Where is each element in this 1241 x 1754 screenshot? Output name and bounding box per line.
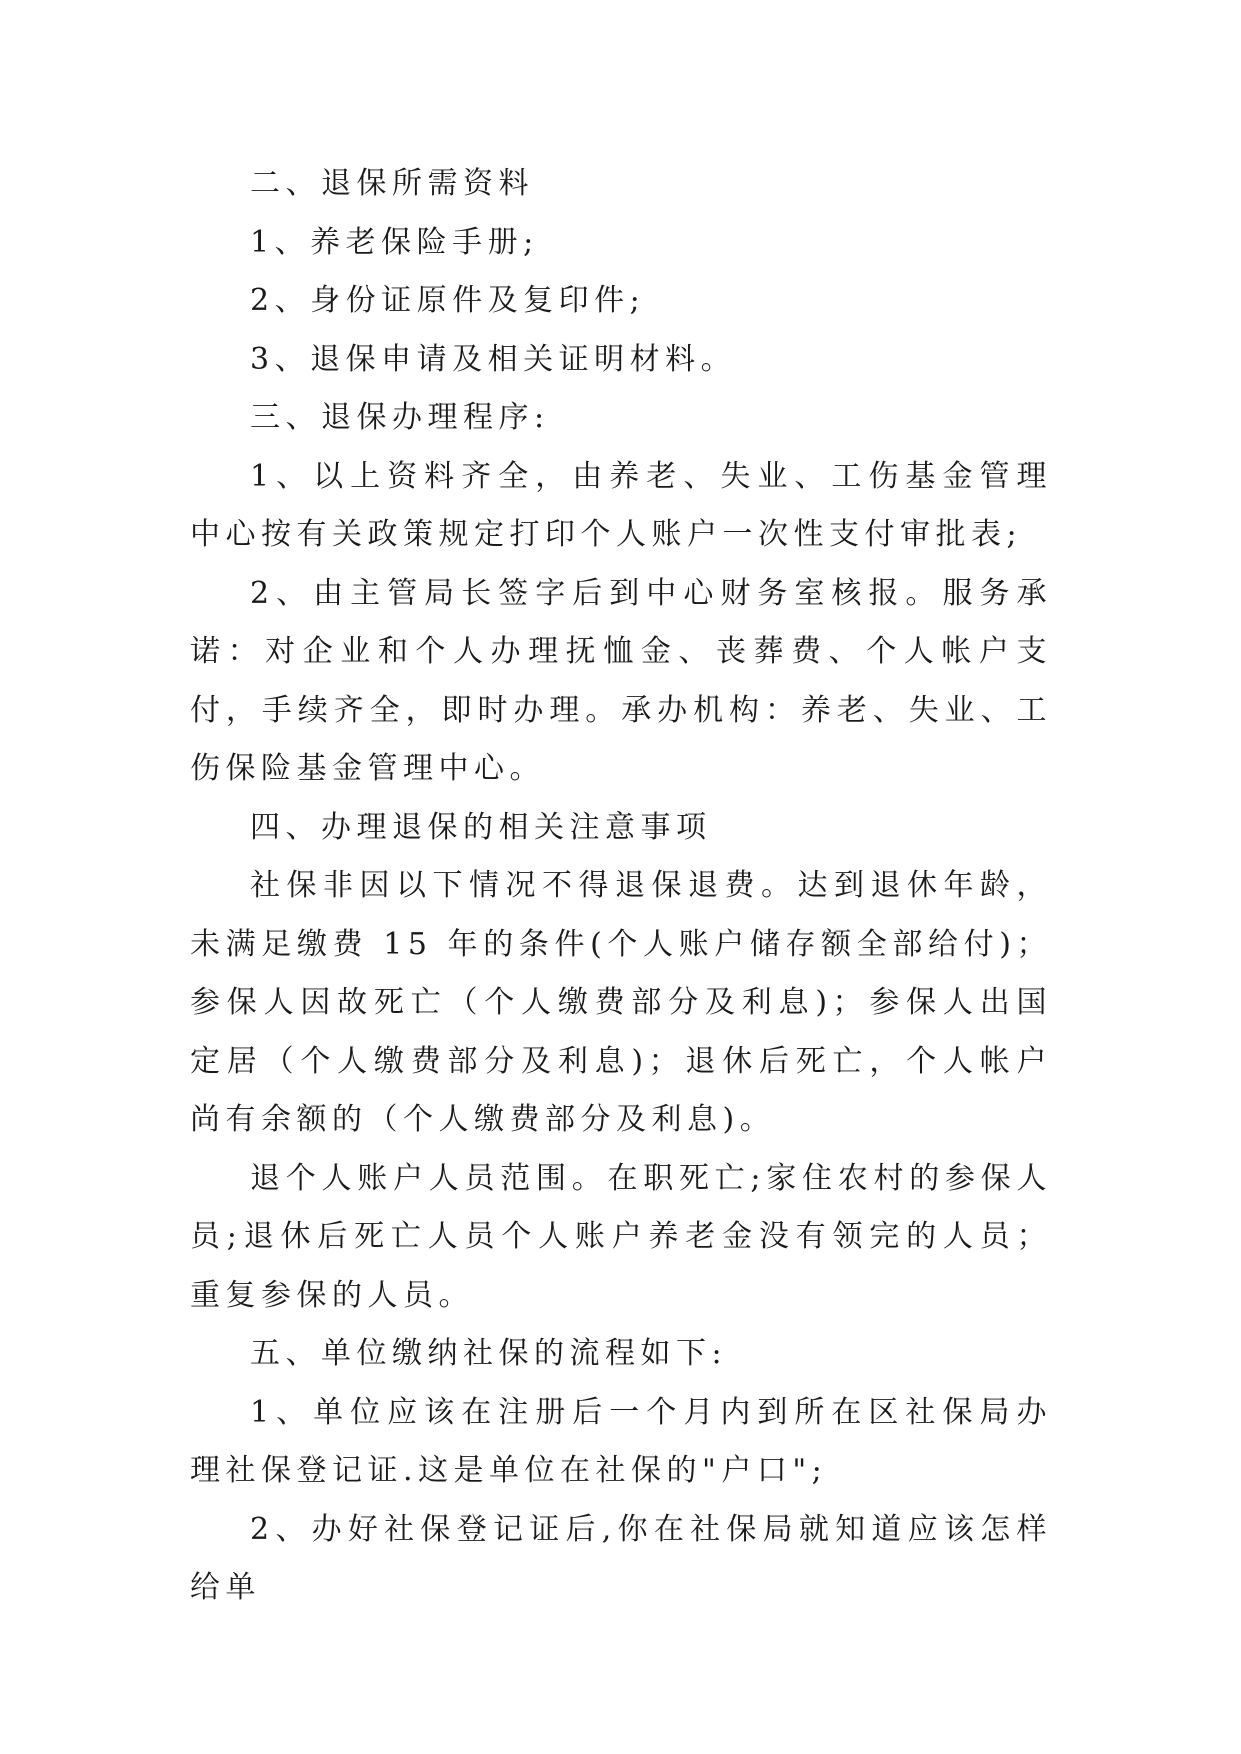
list-item: 3、退保申请及相关证明材料。 — [250, 341, 737, 377]
list-item: 2、身份证原件及复印件; — [250, 283, 646, 318]
section-heading-required-materials: 二、退保所需资料 — [250, 166, 534, 201]
list-item: 2、由主管局长签字后到中心财务室核报。服务承诺：对企业和个人办理抚恤金、丧葬费、个人帐户支付，手续齐全，即时办理。承办机构：养老、失业、工伤保险基金管理中心。 — [190, 575, 1052, 786]
section-heading-unit-process: 五、单位缴纳社保的流程如下: — [250, 1336, 728, 1371]
section-heading-procedure: 三、退保办理程序: — [250, 400, 550, 435]
list-item: 1、养老保险手册; — [250, 224, 539, 260]
list-item: 2、办好社保登记证后,你在社保局就知道应该怎样给单 — [190, 1511, 1052, 1605]
document-body — [190, 155, 1052, 1618]
list-item: 1、单位应该在注册后一个月内到所在区社保局办理社保登记证.这是单位在社保的"户口"; — [190, 1394, 1052, 1488]
list-item: 1、以上资料齐全，由养老、失业、工伤基金管理中心按有关政策规定打印个人账户一次性支付审批表; — [190, 458, 1052, 552]
body-paragraph: 退个人账户人员范围。在职死亡;家住农村的参保人员;退休后死亡人员个人账户养老金没有领完的人员；重复参保的人员。 — [190, 1160, 1052, 1313]
body-paragraph: 社保非因以下情况不得退保退费。达到退休年龄，未满足缴费 15 年的条件(个人账户储存额全部给付)；参保人因故死亡（个人缴费部分及利息)；参保人出国定居（个人缴费部分及利息)；退休后死亡，个人帐户尚有余额的（个人缴费部分及利息)。 — [190, 868, 1052, 1137]
section-heading-notes: 四、办理退保的相关注意事项 — [250, 809, 712, 845]
